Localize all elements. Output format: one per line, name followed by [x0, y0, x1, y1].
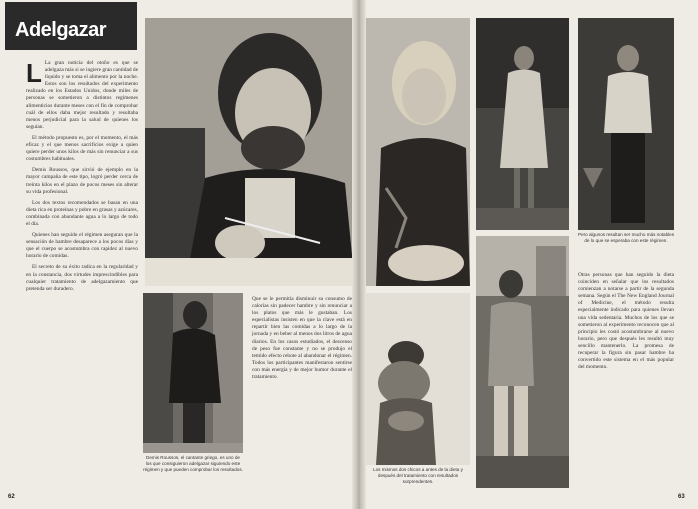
caption-couple: Los mismos dos chicos a antes de la dieta y después del tratamiento con resultados sorprendentes. — [373, 467, 463, 484]
text-column-middle — [252, 296, 352, 494]
body-paragraph: Quienes han seguido el régimen aseguran que la sensación de hambre desaparece a los pocos días y que el cuerpo se acostumbra con rapidez al nuevo horario de comidas. — [26, 232, 138, 260]
photo-man-eating-image — [145, 18, 355, 286]
photo-woman-dress-image — [476, 18, 569, 230]
photo-demis-walking — [143, 293, 243, 453]
photo-man-street-image — [476, 236, 569, 488]
photo-couple-image — [366, 293, 470, 465]
body-paragraph: Otras personas que han seguido la dieta coinciden en señalar que los resultados comienzan a notarse a partir de la segunda semana. Según el The New England Journal of Medicine, el método resulta especialmente indicado para quienes llevan una vida sedentaria. Muchos de los que se sometieron al experimento reconocen que al principio les costó acostumbrarse al nuevo horario, pero que después les resultó muy sencillo mantenerlo. La promesa de recuperar la figura sin pasar hambre ha convertido este sistema en el más popular del momento. — [578, 272, 674, 371]
spread-gutter — [352, 0, 366, 509]
section-title: Adelgazar — [15, 19, 107, 41]
photo-demis-walking-image — [143, 293, 243, 453]
photo-man-street — [476, 236, 569, 488]
caption-demis: Demis Roussos, el cantante griego, es uno de los que consiguieron adelgazar siguiendo este régimen y que pueden comprobar los resultados. — [143, 455, 243, 472]
drop-cap: L — [26, 60, 42, 88]
text-column-left — [26, 60, 138, 490]
text-column-right — [578, 272, 674, 494]
photo-woman-blonde — [366, 18, 470, 286]
photo-woman-suspenders-image — [578, 18, 674, 230]
page-number-left: 62 — [8, 494, 15, 500]
section-header — [5, 2, 137, 50]
body-paragraph: Los dos textos recomendados se basan en una dieta rica en proteínas y pobre en grasas y azúcares, combinada con abundante agua a lo largo de todo el día. — [26, 199, 138, 227]
intro-paragraph: La gran noticia del otoño es que se adelgaza más si se ingiere gran cantidad de líquido y se toma el alimento por la noche. Estos son los resultados del experimento realizado en los Estados Unidos, donde miles de personas se sometieron a distintos regímenes alimenticios durante meses con el fin de comprobar cuál de ellos daba mejor resultado y resultaba menos perjudicial para la salud de quienes los seguían. — [26, 60, 138, 130]
photo-couple-before-after — [366, 293, 470, 465]
photo-woman-suspenders — [578, 18, 674, 230]
photo-woman-blonde-image — [366, 18, 470, 286]
body-paragraph: Demis Roussos, que sirvió de ejemplo en la mayor campaña de este tipo, logró perder cerca de treinta kilos en el plazo de pocos meses sin alterar su vida profesional. — [26, 167, 138, 195]
body-paragraph: Que se le permitía disminuir su consumo de calorías sin padecer hambre y sin renunciar a los platos que más le gustaban. Los especialistas insisten en que la clave está en repartir bien las comidas a lo largo de la jornada y en beber al menos dos litros de agua diarios. En los casos estudiados, el descenso de peso fue constante y no se produjo el temido efecto rebote al abandonar el régimen. Todos los participantes manifestaron sentirse con más energía y de mejor humor durante el tratamiento. — [252, 296, 352, 381]
caption-right-top: Pero algunos resultan ser mucho más notables de lo que se esperaba con este régimen. — [578, 232, 675, 243]
photo-man-eating — [145, 18, 355, 286]
page-number-right: 63 — [678, 494, 685, 500]
body-paragraph: El secreto de su éxito radica en la regularidad y en la constancia, dos virtudes imprescindibles para cualquier tratamiento de adelgazamiento que pretenda ser duradero. — [26, 264, 138, 292]
body-paragraph: El método propuesto es, por el momento, el más eficaz y el que menos sacrificios exige a quien quiere perder unos kilos de más sin renunciar a sus costumbres habituales. — [26, 134, 138, 163]
photo-woman-dress — [476, 18, 569, 230]
